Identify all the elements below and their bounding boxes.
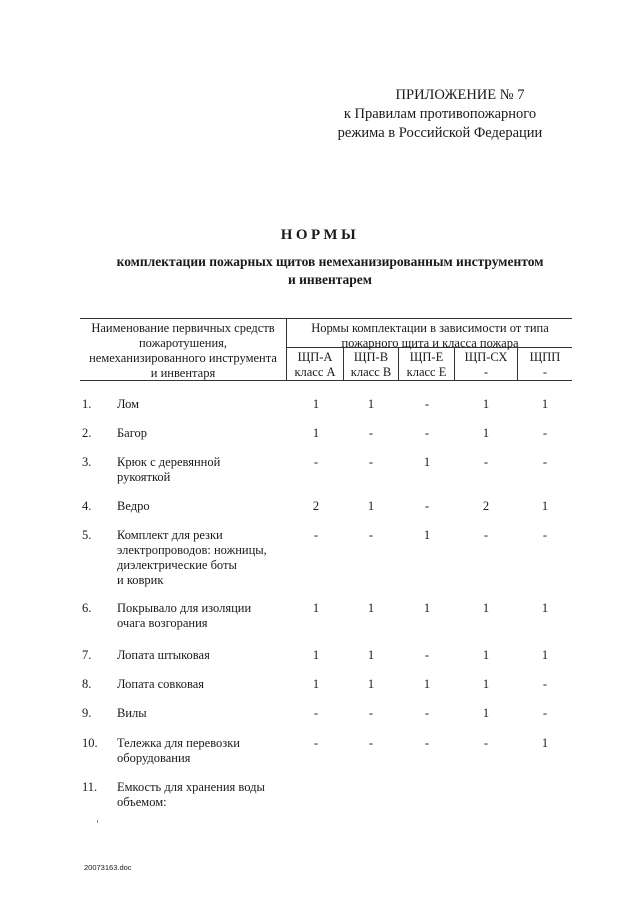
row-value: 1 — [367, 648, 375, 662]
row-value: - — [424, 648, 430, 662]
row-value: 1 — [312, 677, 320, 691]
row-value: 1 — [312, 426, 320, 440]
row-value: 1 — [367, 677, 375, 691]
appendix-subtitle-line1: к Правилам противопожарного — [343, 106, 537, 122]
row-value: - — [368, 455, 374, 469]
row-number: 2. — [82, 426, 92, 440]
row-value: - — [368, 426, 374, 440]
row-item-name: Лом — [117, 397, 140, 411]
row-number: 11. — [82, 780, 98, 794]
header-shield-pp: ЩПП - — [529, 350, 561, 379]
row-value: 1 — [367, 397, 375, 411]
row-item-name: Покрывало для изоляции очага возгорания — [117, 601, 252, 630]
row-value: 1 — [367, 601, 375, 615]
file-name: 20073163.doc — [84, 863, 132, 872]
row-value: - — [483, 528, 489, 542]
row-value: - — [542, 455, 548, 469]
row-value: 1 — [482, 426, 490, 440]
row-value: - — [368, 736, 374, 750]
row-number: 1. — [82, 397, 92, 411]
row-value: 1 — [541, 648, 549, 662]
row-value: - — [542, 426, 548, 440]
row-value: 1 — [541, 601, 549, 615]
row-item-name: Комплект для резки электропроводов: ножницы, диэлектрические боты и коврик — [117, 528, 267, 587]
row-item-name: Ведро — [117, 499, 150, 513]
row-value: - — [542, 706, 548, 720]
appendix-header — [310, 86, 570, 143]
row-value: - — [542, 677, 548, 691]
row-number: 10. — [82, 736, 98, 750]
appendix-subtitle-line2: режима в Российской Федерации — [337, 125, 543, 141]
row-value: - — [313, 528, 319, 542]
row-number: 9. — [82, 706, 92, 720]
row-number: 5. — [82, 528, 92, 542]
row-value: - — [424, 426, 430, 440]
row-value: 1 — [312, 397, 320, 411]
row-value: 1 — [423, 677, 431, 691]
row-value: 1 — [482, 397, 490, 411]
document-title: НОРМЫ — [280, 227, 360, 243]
row-value: - — [368, 528, 374, 542]
row-value: - — [424, 736, 430, 750]
row-number: 4. — [82, 499, 92, 513]
appendix-number: ПРИЛОЖЕНИЕ № 7 — [395, 87, 525, 103]
margin-mark — [97, 820, 98, 823]
header-item-name: Наименование первичных средств пожаротушения, немеханизированного инструмента и инвентаря — [89, 321, 277, 380]
row-value: - — [483, 455, 489, 469]
row-value: - — [483, 736, 489, 750]
header-norms: Нормы комплектации в зависимости от типа пожарного щита и класса пожара — [311, 321, 549, 350]
row-value: 1 — [423, 455, 431, 469]
header-shield-b: ЩП-В класс В — [350, 350, 392, 379]
row-number: 3. — [82, 455, 92, 469]
row-value: 1 — [312, 648, 320, 662]
row-value: 2 — [482, 499, 490, 513]
row-item-name: Багор — [117, 426, 148, 440]
row-value: - — [313, 455, 319, 469]
row-value: - — [424, 499, 430, 513]
row-value: 1 — [541, 736, 549, 750]
row-value: 1 — [482, 677, 490, 691]
row-value: 1 — [423, 528, 431, 542]
row-value: 1 — [423, 601, 431, 615]
row-value: 1 — [482, 648, 490, 662]
row-item-name: Тележка для перевозки оборудования — [117, 736, 240, 765]
header-shield-a: ЩП-А класс А — [294, 350, 336, 379]
row-value: 1 — [482, 706, 490, 720]
row-value: 1 — [367, 499, 375, 513]
row-value: - — [542, 528, 548, 542]
row-value: 1 — [312, 601, 320, 615]
row-number: 8. — [82, 677, 92, 691]
row-value: - — [313, 736, 319, 750]
row-item-name: Емкость для хранения воды объемом: — [117, 780, 265, 809]
document-subtitle — [60, 253, 600, 289]
row-value: 1 — [482, 601, 490, 615]
row-value: - — [313, 706, 319, 720]
row-value: - — [368, 706, 374, 720]
subtitle-line2: и инвентарем — [287, 272, 372, 287]
subtitle-line1: комплектации пожарных щитов немеханизированным инструментом — [116, 254, 544, 269]
row-item-name: Крюк с деревянной рукояткой — [117, 455, 221, 484]
table-top-rule — [80, 318, 572, 319]
row-value: - — [424, 397, 430, 411]
row-item-name: Вилы — [117, 706, 147, 720]
row-item-name: Лопата совковая — [117, 677, 205, 691]
row-number: 7. — [82, 648, 92, 662]
header-shield-sh: ЩП-СХ - — [464, 350, 508, 379]
row-value: 2 — [312, 499, 320, 513]
row-value: - — [424, 706, 430, 720]
row-item-name: Лопата штыковая — [117, 648, 210, 662]
row-number: 6. — [82, 601, 92, 615]
row-value: 1 — [541, 499, 549, 513]
row-value: 1 — [541, 397, 549, 411]
header-shield-e: ЩП-Е класс Е — [406, 350, 447, 379]
